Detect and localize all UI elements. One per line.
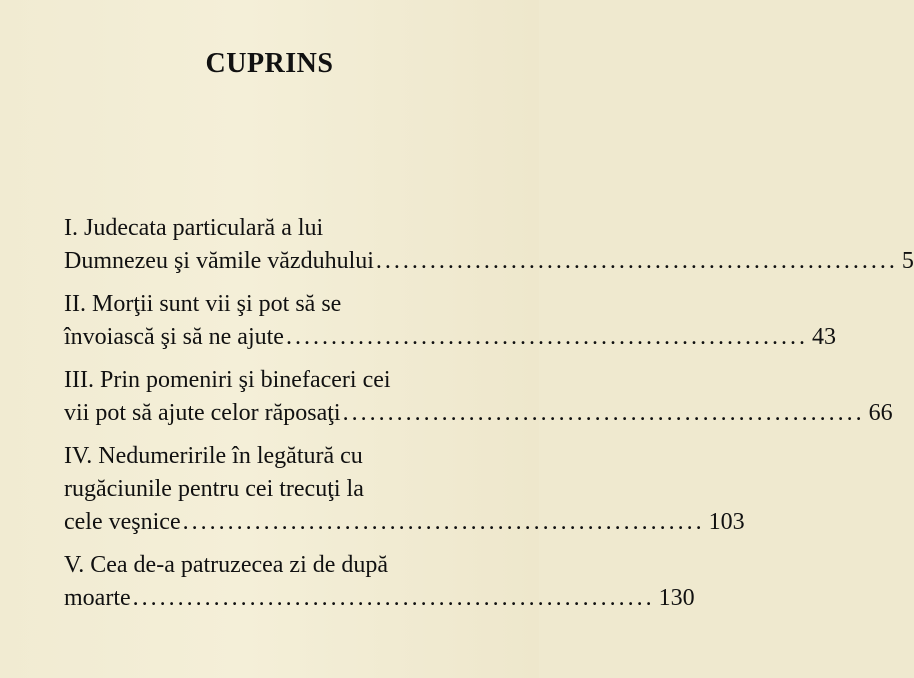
toc-entry-2 [64,288,836,354]
dot-leader: .......................................................... [342,400,865,426]
toc-entry-3 [64,364,893,430]
toc-entry-text-line: IV. Nedumeririle în legătură cu [64,443,363,469]
toc-entry-last-line [64,321,836,354]
toc-entry-text-line: V. Cea de-a patruzecea zi de după [64,552,389,578]
toc-entry-text-end: moarte [64,585,131,611]
dot-leader: .......................................................... [375,248,898,274]
toc-entry-text-line: rugăciunile pentru cei trecuţi la [64,476,364,502]
toc-entry-1 [64,212,914,278]
toc-entry-text-line: III. Prin pomeniri şi binefaceri cei [64,367,391,393]
toc-entry-4 [64,440,745,539]
toc-page-number: 130 [658,585,695,611]
toc-entry-last-line [64,245,914,278]
toc-entry-text-line: I. Judecata particulară a lui [64,215,324,241]
toc-entry-text-end: cele veşnice [64,509,181,535]
toc-page-number: 5 [901,248,914,274]
toc-entry-text-line: II. Morţii sunt vii şi pot să se [64,291,342,317]
table-of-contents [64,212,914,625]
dot-leader: .......................................................... [132,585,655,611]
toc-entry-last-line [64,397,893,430]
toc-entry-last-line [64,582,695,615]
toc-page-number: 43 [811,324,836,350]
toc-entry-text-end: învoiască şi să ne ajute [64,324,284,350]
toc-page-number: 66 [868,400,893,426]
toc-page-number: 103 [708,509,745,535]
toc-entry-text-end: vii pot să ajute celor răposaţi [64,400,341,426]
toc-entry-text-end: Dumnezeu şi vămile văzduhului [64,248,374,274]
page-title: CUPRINS [205,48,334,79]
dot-leader: .......................................................... [285,324,808,350]
toc-entry-last-line [64,506,745,539]
toc-entry-5 [64,549,695,615]
dot-leader: .......................................................... [182,509,705,535]
